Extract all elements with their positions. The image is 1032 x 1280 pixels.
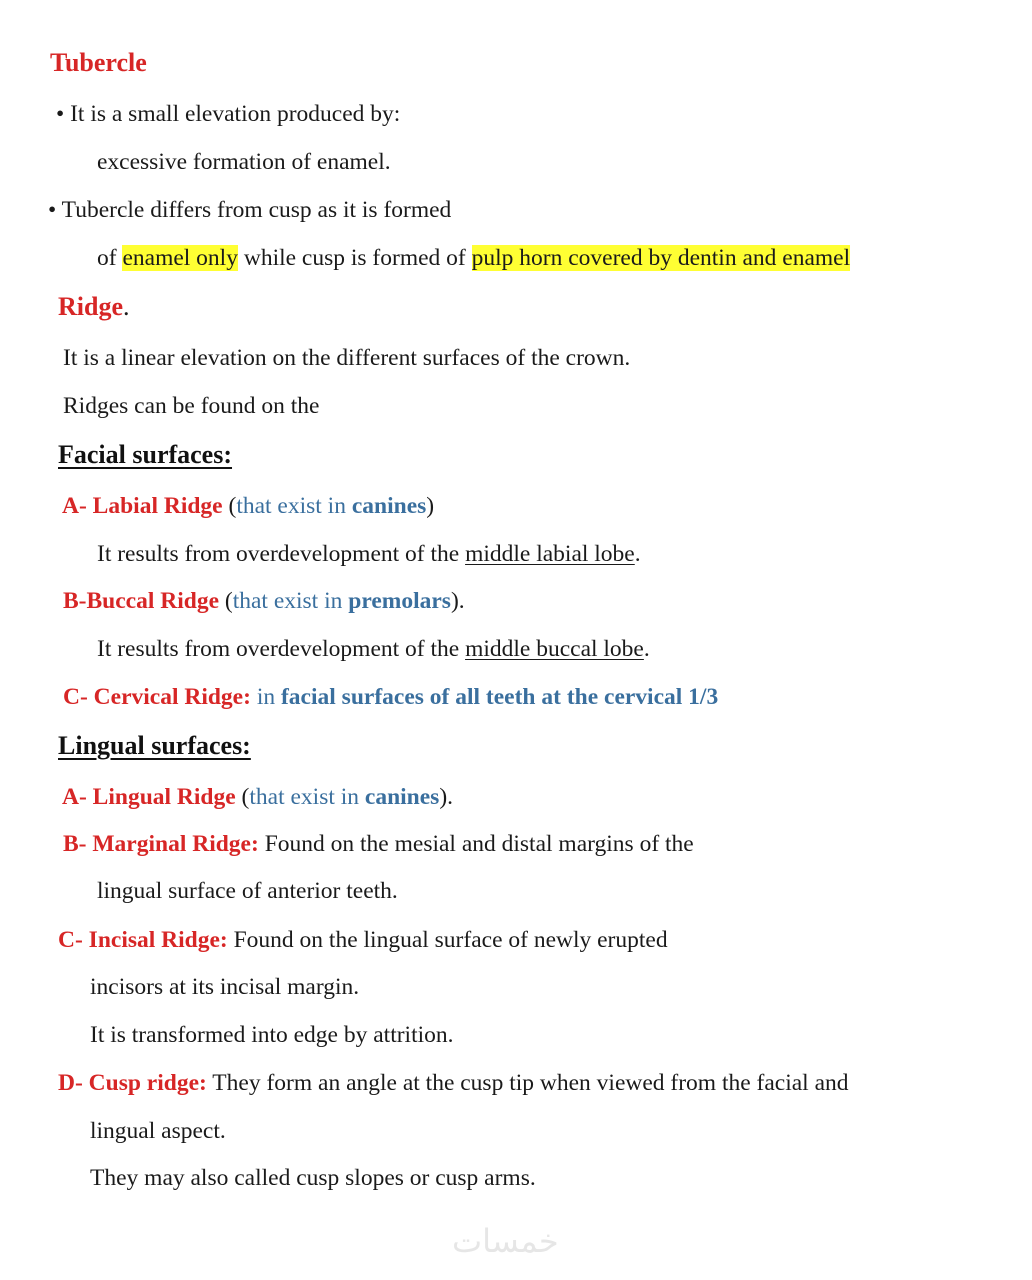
lingual-item-b-cont: lingual surface of anterior teeth.: [97, 878, 398, 904]
paren: (: [222, 493, 237, 519]
item-note: in: [250, 684, 281, 710]
facial-item-b-desc: [97, 634, 650, 664]
facial-item-b: [63, 586, 465, 616]
facial-item-c: [63, 682, 718, 712]
ridge-title: [58, 292, 130, 322]
lingual-item-d: [58, 1068, 849, 1098]
paren: ): [426, 493, 435, 519]
lingual-item-c-cont-2: It is transformed into edge by attrition.: [90, 1022, 454, 1048]
item-text: They form an angle at the cusp tip when viewed from the facial and: [206, 1070, 849, 1096]
item-note: that exist in: [249, 784, 365, 810]
facial-heading: Facial surfaces:: [58, 440, 233, 469]
item-note: that exist in: [236, 493, 352, 519]
item-label: A- Labial Ridge: [62, 493, 223, 519]
item-label: B-Buccal Ridge: [63, 588, 220, 614]
text-fragment: .: [634, 541, 641, 567]
lingual-item-b: [63, 829, 694, 859]
item-tooth: canines: [364, 784, 440, 810]
item-label: C- Incisal Ridge:: [58, 927, 228, 953]
lingual-item-c-cont-1: incisors at its incisal margin.: [90, 974, 360, 1000]
facial-item-a-desc: [97, 539, 641, 569]
tubercle-bullet-2-cont: [97, 243, 850, 273]
text-fragment: of: [97, 245, 123, 271]
item-text: Found on the mesial and distal margins of the: [258, 831, 694, 857]
paren: (: [219, 588, 233, 614]
ridge-title-dot: .: [123, 292, 130, 321]
facial-item-a: [62, 491, 434, 521]
lingual-heading: Lingual surfaces:: [58, 731, 251, 760]
paren: ).: [450, 588, 465, 614]
lingual-item-d-cont-1: lingual aspect.: [90, 1118, 226, 1144]
lingual-item-d-cont-2: They may also called cusp slopes or cusp arms.: [90, 1165, 536, 1191]
item-tooth: canines: [351, 493, 427, 519]
text-fragment: It results from overdevelopment of the: [97, 541, 466, 567]
text-fragment: .: [643, 636, 650, 662]
item-label: A- Lingual Ridge: [62, 784, 236, 810]
underlined-term: middle buccal lobe: [465, 636, 644, 662]
item-text: Found on the lingual surface of newly erupted: [227, 927, 668, 953]
highlight-pulp-horn: pulp horn covered by dentin and enamel: [471, 245, 851, 271]
ridge-title-text: Ridge: [58, 292, 123, 321]
lingual-item-c: [58, 925, 668, 955]
ridge-found: Ridges can be found on the: [63, 393, 320, 419]
item-label: C- Cervical Ridge:: [63, 684, 251, 710]
highlight-enamel-only: enamel only: [122, 245, 238, 271]
text-fragment: while cusp is formed of: [237, 245, 472, 271]
tubercle-bullet-1-cont: excessive formation of enamel.: [97, 149, 391, 175]
lingual-item-a: [62, 782, 453, 812]
tubercle-title: Tubercle: [50, 48, 147, 77]
text-fragment: It results from overdevelopment of the: [97, 636, 466, 662]
item-note: that exist in: [232, 588, 349, 614]
item-label: D- Cusp ridge:: [58, 1070, 207, 1096]
tubercle-bullet-2: • Tubercle differs from cusp as it is formed: [48, 197, 452, 223]
ridge-definition: It is a linear elevation on the different surfaces of the crown.: [63, 345, 631, 371]
paren: (: [235, 784, 250, 810]
watermark-logo: خمسات: [452, 1222, 559, 1260]
item-label: B- Marginal Ridge:: [63, 831, 259, 857]
underlined-term: middle labial lobe: [465, 541, 635, 567]
tubercle-bullet-1: • It is a small elevation produced by:: [56, 101, 401, 127]
item-note-bold: facial surfaces of all teeth at the cervical 1/3: [280, 684, 719, 710]
item-tooth: premolars: [348, 588, 451, 614]
paren: ).: [439, 784, 454, 810]
